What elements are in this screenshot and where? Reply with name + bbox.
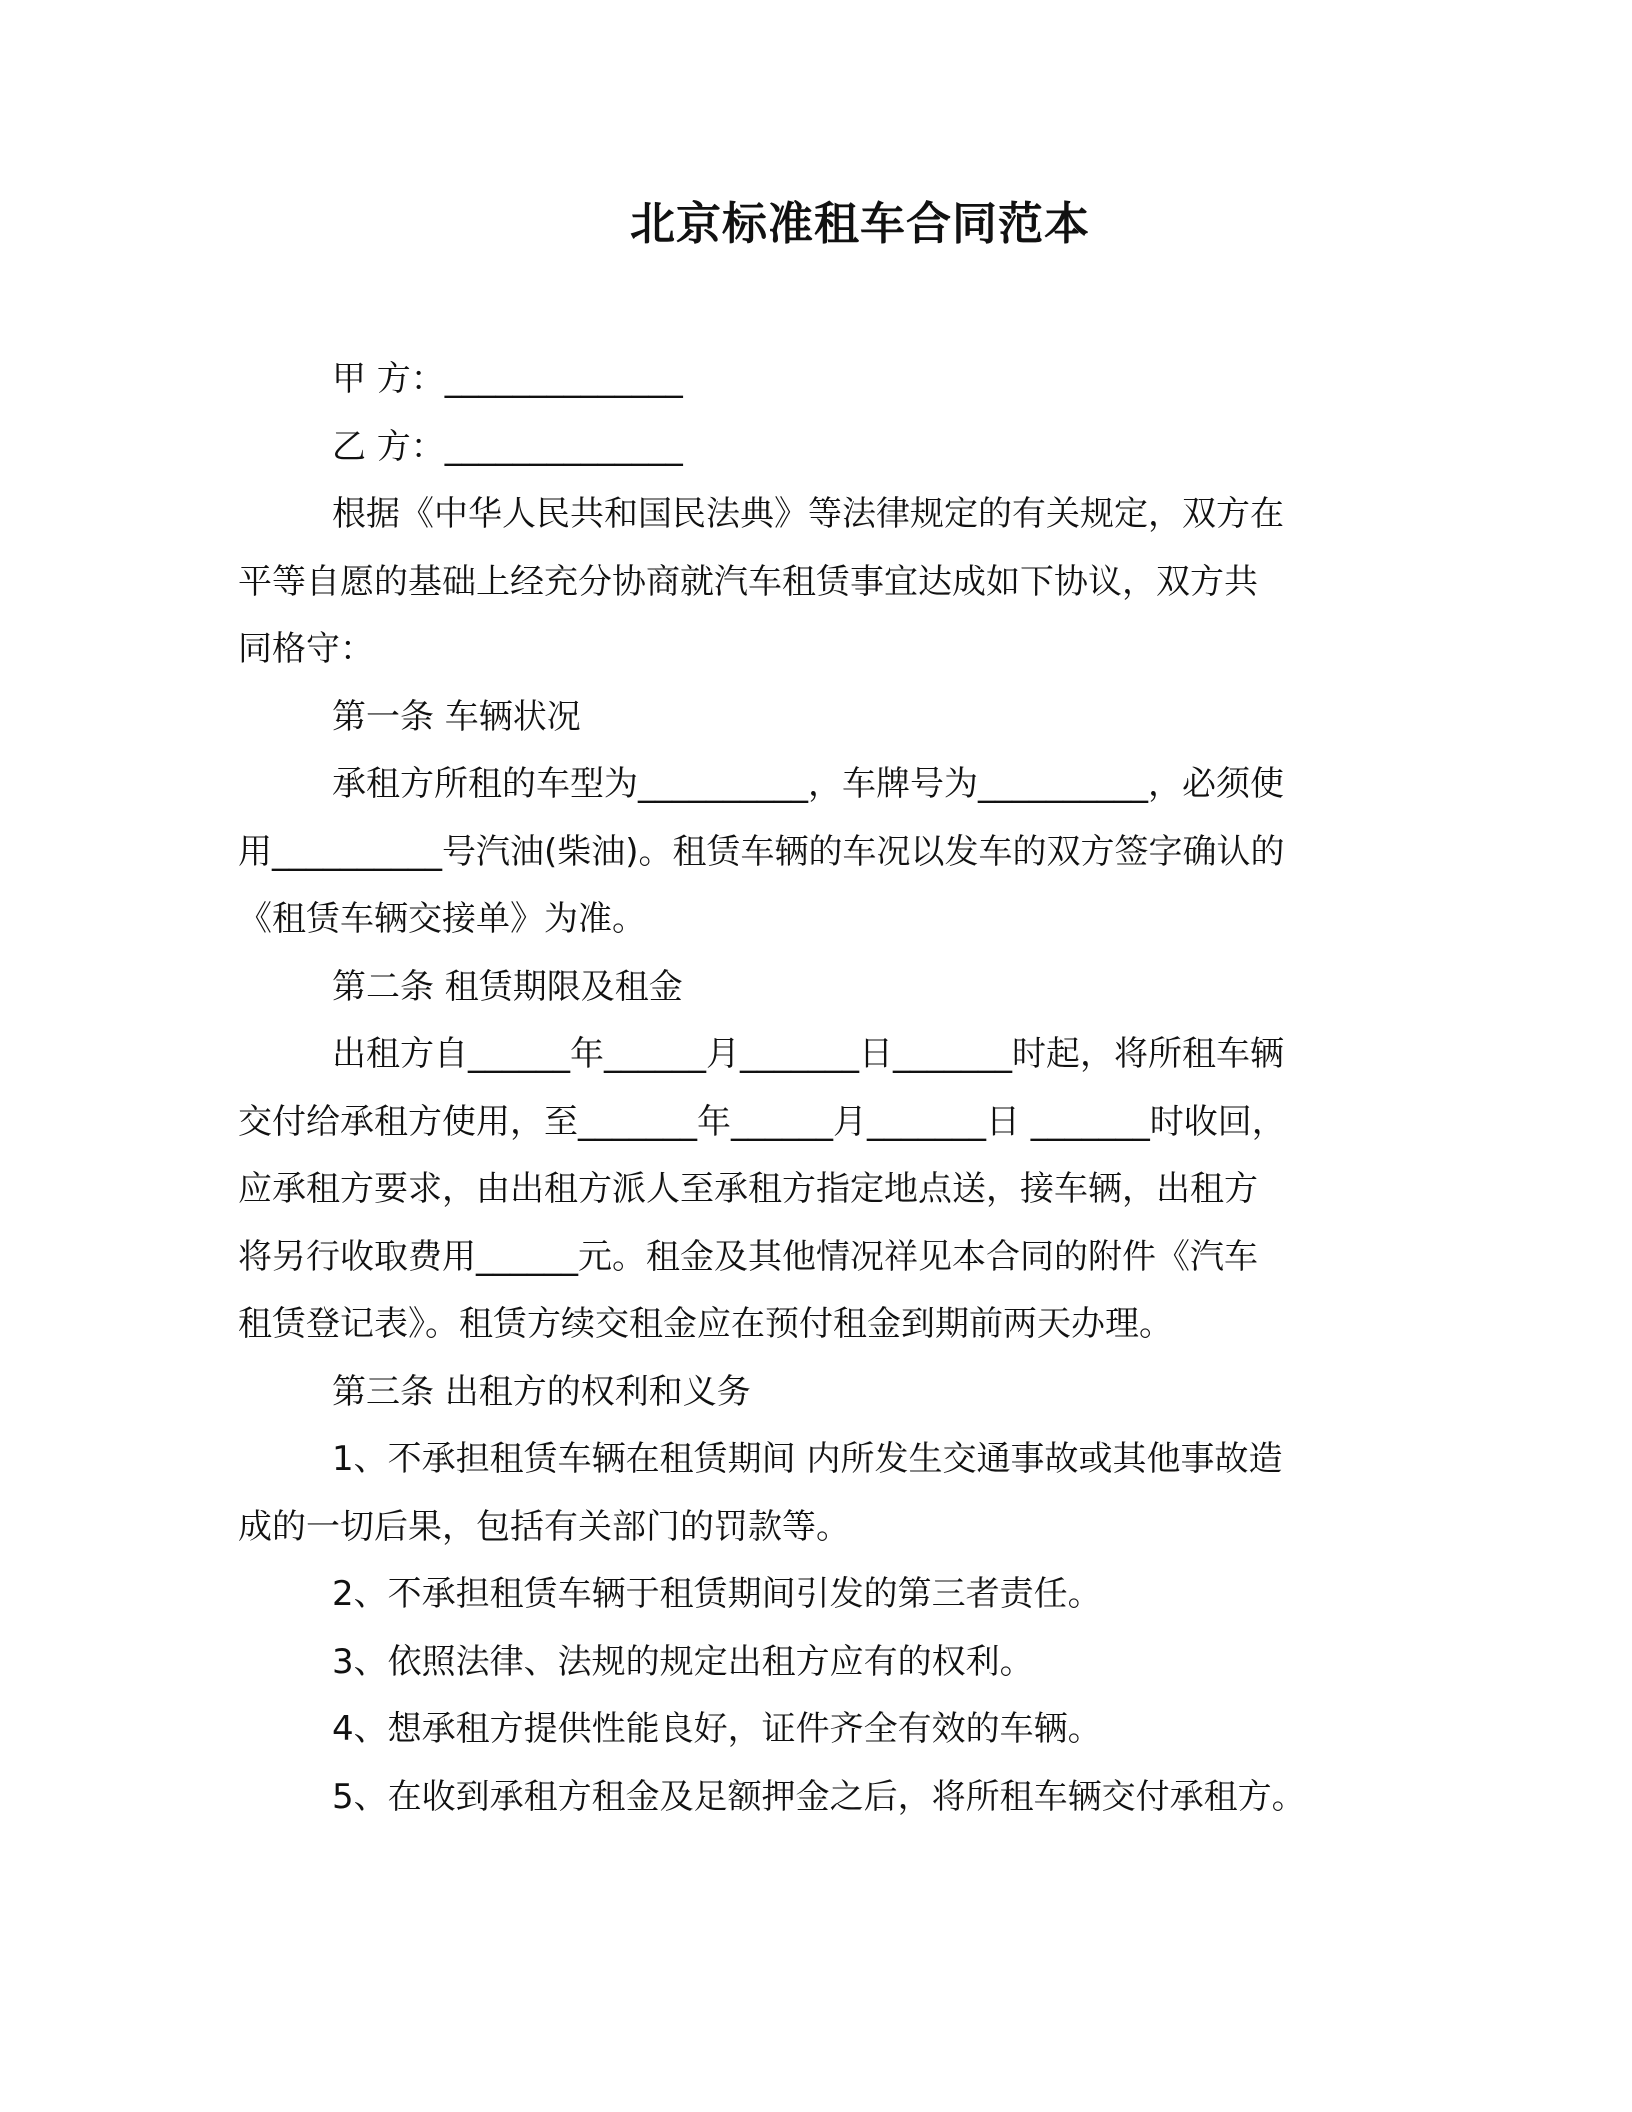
article-3-item-1	[238, 1426, 1380, 1561]
document-body	[238, 346, 1380, 1831]
document-title: 北京标准租车合同范本	[629, 197, 1090, 250]
article-2-line: 将另行收取费用______元。租金及其他情况祥见本合同的附件《汽车	[238, 1236, 1258, 1277]
article-1-paragraph	[238, 751, 1380, 954]
article-2-paragraph	[238, 1021, 1380, 1359]
article-2-line: 租赁登记表》。租赁方续交租金应在预付租金到期前两天办理。	[238, 1304, 1173, 1344]
preamble-line: 同格守：	[238, 629, 374, 669]
article-3-item-line: 3、依照法律、法规的规定出租方应有的权利。	[332, 1641, 1034, 1682]
article-3-item-line: 1、不承担租赁车辆在租赁期间 内所发生交通事故或其他事故造	[332, 1439, 1283, 1479]
article-3-item-4	[238, 1696, 1380, 1764]
article-2-line: 出租方自______年______月_______日_______时起，将所租车辆	[332, 1034, 1284, 1074]
party-a-line: 甲 方：______________	[332, 359, 683, 399]
party-b-line: 乙 方：______________	[332, 426, 683, 467]
article-2-heading: 第二条 租赁期限及租金	[332, 966, 683, 1007]
article-1-line: 《租赁车辆交接单》为准。	[238, 899, 646, 939]
article-3-item-line: 5、在收到承租方租金及足额押金之后，将所租车辆交付承租方。	[332, 1776, 1306, 1817]
article-3-item-3	[238, 1629, 1380, 1697]
preamble-line: 平等自愿的基础上经充分协商就汽车租赁事宜达成如下协议，双方共	[238, 561, 1258, 602]
article-3-item-5	[238, 1764, 1380, 1832]
article-1-heading: 第一条 车辆状况	[332, 696, 581, 737]
article-3-item-line: 4、想承租方提供性能良好，证件齐全有效的车辆。	[332, 1709, 1102, 1749]
article-3-item-line: 2、不承担租赁车辆于租赁期间引发的第三者责任。	[332, 1574, 1102, 1614]
preamble-line: 根据《中华人民共和国民法典》等法律规定的有关规定，双方在	[332, 494, 1284, 534]
article-2-line: 交付给承租方使用，至_______年______月_______日 _______时收回，	[238, 1101, 1286, 1142]
article-2-line: 应承租方要求，由出租方派人至承租方指定地点送，接车辆，出租方	[238, 1169, 1258, 1209]
preamble-paragraph	[238, 481, 1380, 684]
article-1-line: 用__________号汽油(柴油)。租赁车辆的车况以发车的双方签字确认的	[238, 831, 1285, 872]
article-3-item-line: 成的一切后果，包括有关部门的罚款等。	[238, 1506, 850, 1547]
article-3-item-2	[238, 1561, 1380, 1629]
article-3-heading: 第三条 出租方的权利和义务	[332, 1371, 751, 1412]
article-1-line: 承租方所租的车型为__________，车牌号为__________，必须使	[332, 764, 1284, 804]
